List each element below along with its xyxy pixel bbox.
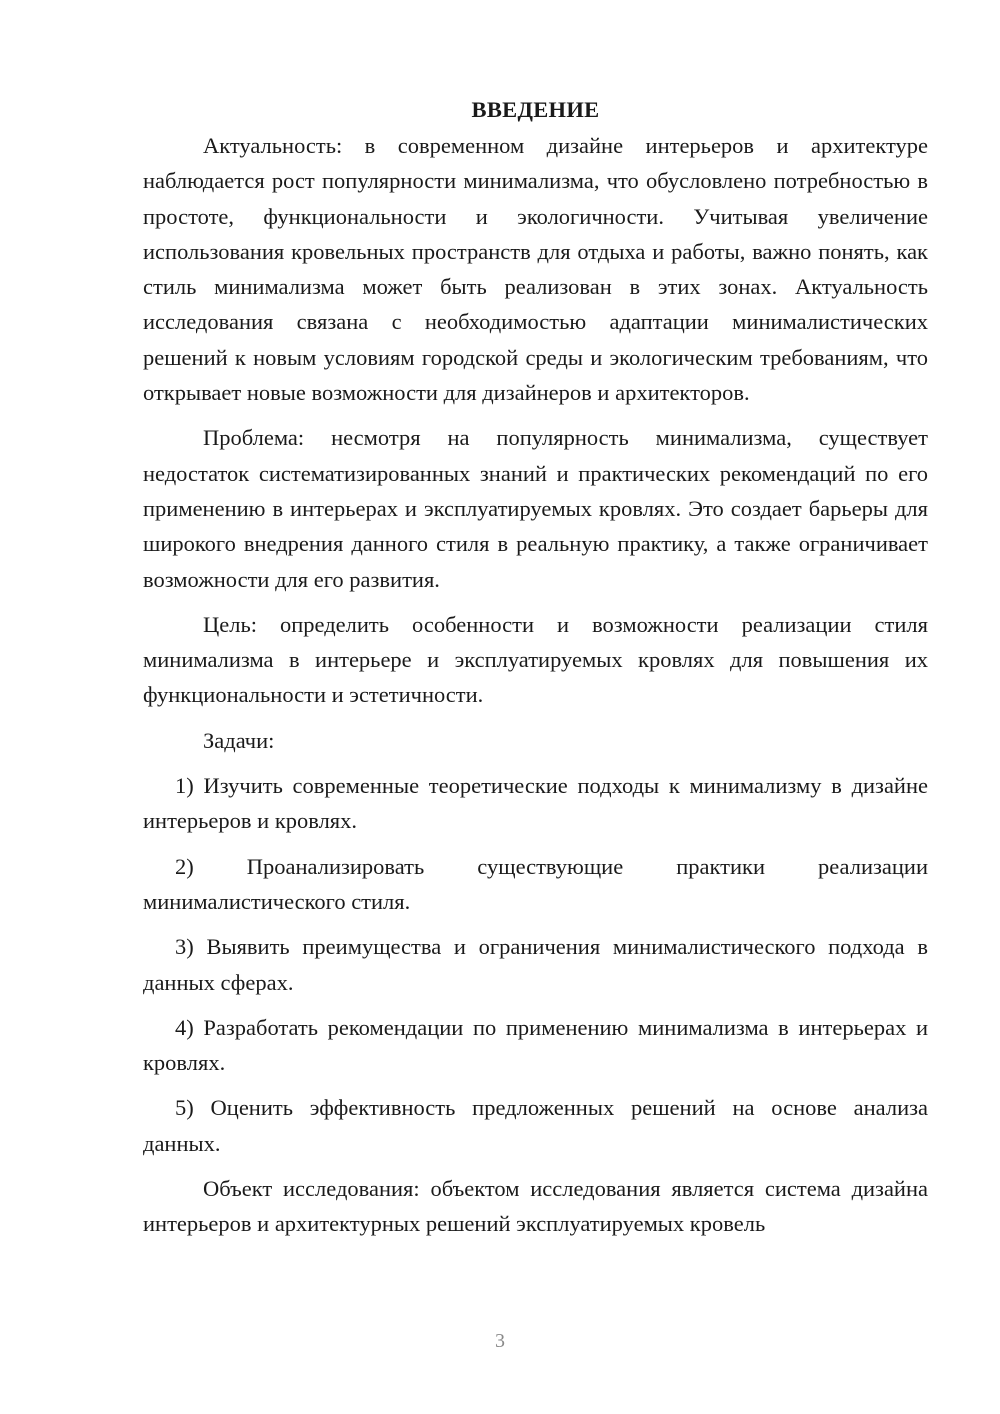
page-number: 3 — [495, 1330, 505, 1352]
task-item: 5) Оценить эффективность предложенных решений на основе анализа данных. — [143, 1095, 928, 1156]
task-item: 3) Выявить преимущества и ограничения минималистического подхода в данных сферах. — [143, 934, 928, 995]
section-title: ВВЕДЕНИЕ — [471, 97, 600, 122]
paragraph-relevance: Актуальность: в современном дизайне интерьеров и архитектуре наблюдается рост популярности минимализма, что обусловлено потребностью в простоте, функциональности и экологичности. Учитывая увеличение использования кровельных пространств для отдыха и работы, важно понять, как стиль минимализма может быть реализован в этих зонах. Актуальность исследования связана с необходимостью адаптации минималистических решений к новым условиям городской среды и экологическим требованиям, что открывает новые возможности для дизайнеров и архитекторов. — [143, 133, 928, 406]
paragraph-goal: Цель: определить особенности и возможности реализации стиля минимализма в интерьере и эксплуатируемых кровлях для повышения их функциональности и эстетичности. — [143, 611, 928, 708]
task-item: 1) Изучить современные теоретические подходы к минимализму в дизайне интерьеров и кровлях. — [143, 773, 928, 834]
page-content — [143, 92, 928, 1242]
task-item: 4) Разработать рекомендации по применению минимализма в интерьерах и кровлях. — [143, 1014, 928, 1076]
task-item: 2) Проанализировать существующие практики реализации минималистического стиля. — [143, 853, 928, 914]
tasks-heading: Задачи: — [203, 727, 275, 753]
paragraph-object: Объект исследования: объектом исследования является система дизайна интерьеров и архитектурных решений эксплуатируемых кровель — [143, 1176, 928, 1237]
paragraph-problem: Проблема: несмотря на популярность минимализма, существует недостаток систематизированных знаний и практических рекомендаций по его применению в интерьерах и эксплуатируемых кровлях. Это создает барьеры для широкого внедрения данного стиля в реальную практику, а также ограничивает возможности для его развития. — [143, 425, 928, 592]
